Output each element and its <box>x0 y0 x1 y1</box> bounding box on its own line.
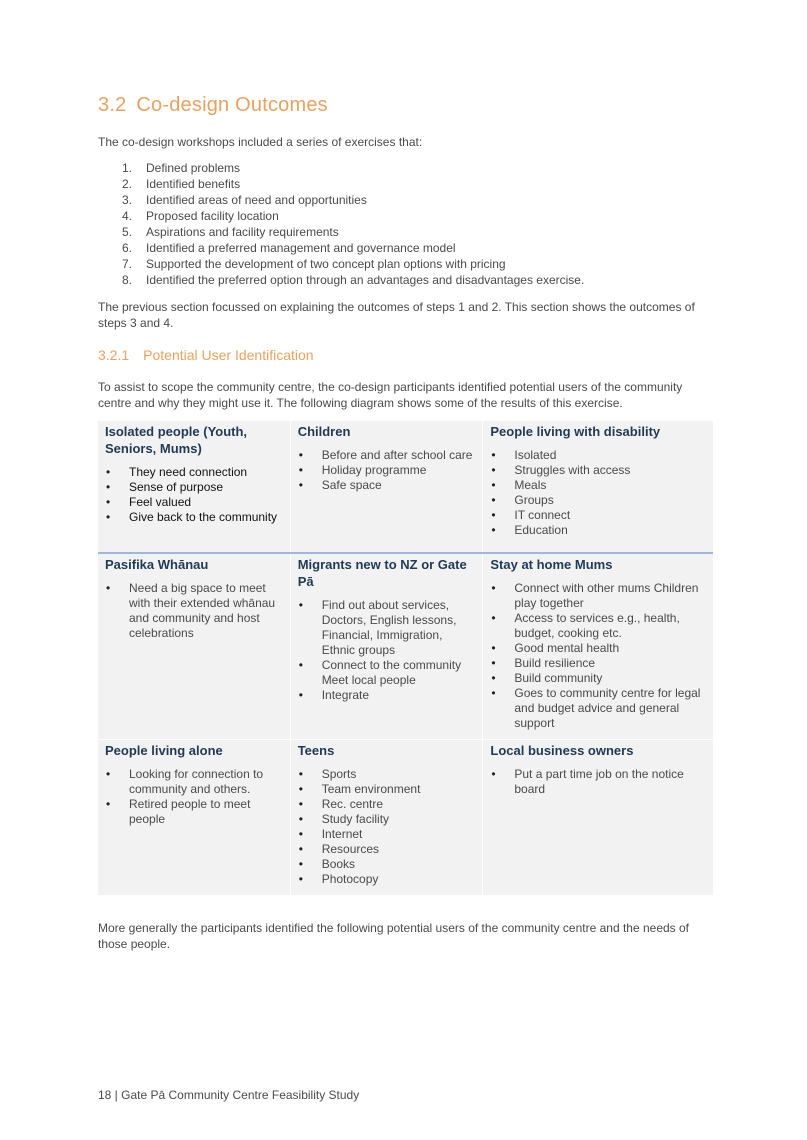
user-group-cell <box>291 421 483 552</box>
list-item <box>98 176 584 192</box>
step-number: 2. <box>122 177 133 191</box>
list-item: • Build community <box>490 671 707 686</box>
user-group-title: Pasifika Whānau <box>105 557 209 572</box>
user-group-title: Stay at home Mums <box>490 557 613 572</box>
user-group-cell <box>483 554 713 739</box>
user-group-needs-list <box>105 465 284 525</box>
list-item <box>98 208 584 224</box>
list-item: • Looking for connection to community and others. <box>105 767 284 797</box>
list-item: • Groups <box>490 493 707 508</box>
user-group-needs-list <box>105 581 284 641</box>
list-item <box>98 256 584 272</box>
list-item: • Access to services e.g., health, budget, cooking etc. <box>490 611 707 641</box>
user-group-needs-list <box>298 448 477 493</box>
list-item: • Internet <box>298 827 477 842</box>
section-number: 3.2 <box>98 94 127 116</box>
user-group-title: People living alone <box>105 743 223 758</box>
list-item <box>98 224 584 240</box>
step-text: Defined problems <box>146 161 241 175</box>
list-item: • Holiday programme <box>298 463 477 478</box>
user-group-cell <box>291 740 483 895</box>
user-group-title: Isolated people (Youth, Seniors, Mums) <box>105 424 248 456</box>
list-item: • Sense of purpose <box>105 480 284 495</box>
step-number: 7. <box>122 257 133 271</box>
list-item: • Retired people to meet people <box>105 797 284 827</box>
step-number: 5. <box>122 225 133 239</box>
list-item <box>98 160 584 176</box>
step-number: 6. <box>122 241 133 255</box>
step-text: Identified a preferred management and governance model <box>146 241 456 255</box>
step-text: Identified the preferred option through an advantages and disadvantages exercise. <box>146 273 585 287</box>
user-group-cell <box>291 554 483 739</box>
list-item <box>98 272 584 288</box>
user-group-cell <box>98 740 290 895</box>
list-item: • Build resilience <box>490 656 707 671</box>
user-group-title: Children <box>297 424 351 439</box>
list-item: • Study facility <box>298 812 477 827</box>
list-item: • Give back to the community <box>105 510 284 525</box>
list-item: • Resources <box>298 842 477 857</box>
list-item: • Good mental health <box>490 641 707 656</box>
user-groups-table <box>98 421 713 895</box>
list-item <box>98 192 584 208</box>
user-group-needs-list <box>490 767 707 797</box>
step-number: 3. <box>122 193 133 207</box>
list-item: • Safe space <box>298 478 477 493</box>
user-group-cell <box>483 421 713 552</box>
list-item: • Isolated <box>490 448 707 463</box>
list-item: • Integrate <box>298 688 477 703</box>
intro-paragraph: The co-design workshops included a series of exercises that: <box>98 135 423 149</box>
list-item: • Photocopy <box>298 872 477 887</box>
user-group-needs-list <box>490 581 707 731</box>
section-heading <box>98 94 328 117</box>
user-group-title: Migrants new to NZ or Gate Pā <box>297 557 467 589</box>
list-item: • Education <box>490 523 707 538</box>
closing-paragraph: More generally the participants identified the following potential users of the community centre and the needs of those people. <box>98 921 690 951</box>
list-item: • Sports <box>298 767 477 782</box>
subsection-number: 3.2.1 <box>98 347 130 363</box>
table-row <box>98 421 713 552</box>
user-group-needs-list <box>298 598 477 703</box>
subsection-title: Potential User Identification <box>143 347 314 363</box>
step-text: Supported the development of two concept plan options with pricing <box>146 257 506 271</box>
subsection-intro-paragraph: To assist to scope the community centre, the co-design participants identified potential users of the community centre and why they might use it. The following diagram shows some of the results of this exercise. <box>98 380 683 410</box>
section-title: Co-design Outcomes <box>136 94 328 116</box>
user-group-title: People living with disability <box>490 424 661 439</box>
user-group-needs-list <box>298 767 477 887</box>
list-item: • Struggles with access <box>490 463 707 478</box>
user-group-needs-list <box>490 448 707 538</box>
list-item: • Put a part time job on the notice board <box>490 767 707 797</box>
user-group-needs-list <box>105 767 284 827</box>
step-number: 4. <box>122 209 133 223</box>
list-item: • Connect to the community Meet local people <box>298 658 477 688</box>
previous-section-paragraph: The previous section focussed on explaining the outcomes of steps 1 and 2. This section shows the outcomes of steps 3 and 4. <box>98 300 695 330</box>
list-item <box>98 240 584 256</box>
steps-list <box>98 160 584 288</box>
list-item: • Goes to community centre for legal and budget advice and general support <box>490 686 707 731</box>
step-text: Identified areas of need and opportunities <box>146 193 367 207</box>
user-group-cell <box>483 740 713 895</box>
user-group-cell <box>98 421 290 552</box>
step-number: 8. <box>122 273 133 287</box>
list-item: • Team environment <box>298 782 477 797</box>
page-footer: 18 | Gate Pā Community Centre Feasibility Study <box>98 1088 360 1102</box>
list-item: • IT connect <box>490 508 707 523</box>
list-item: • Books <box>298 857 477 872</box>
user-group-cell <box>98 554 290 739</box>
list-item: • They need connection <box>105 465 284 480</box>
subsection-heading <box>98 347 314 363</box>
step-number: 1. <box>122 161 133 175</box>
user-group-title: Local business owners <box>490 743 634 758</box>
table-row <box>98 739 713 895</box>
user-group-title: Teens <box>297 743 335 758</box>
table-row <box>98 552 713 739</box>
list-item: • Find out about services, Doctors, English lessons, Financial, Immigration, Ethnic groups <box>298 598 477 658</box>
step-text: Identified benefits <box>146 177 241 191</box>
list-item: • Need a big space to meet with their extended whānau and community and host celebrations <box>105 581 284 641</box>
list-item: • Connect with other mums Children play together <box>490 581 707 611</box>
step-text: Proposed facility location <box>146 209 279 223</box>
list-item: • Meals <box>490 478 707 493</box>
list-item: • Feel valued <box>105 495 284 510</box>
list-item: • Before and after school care <box>298 448 477 463</box>
step-text: Aspirations and facility requirements <box>146 225 339 239</box>
list-item: • Rec. centre <box>298 797 477 812</box>
